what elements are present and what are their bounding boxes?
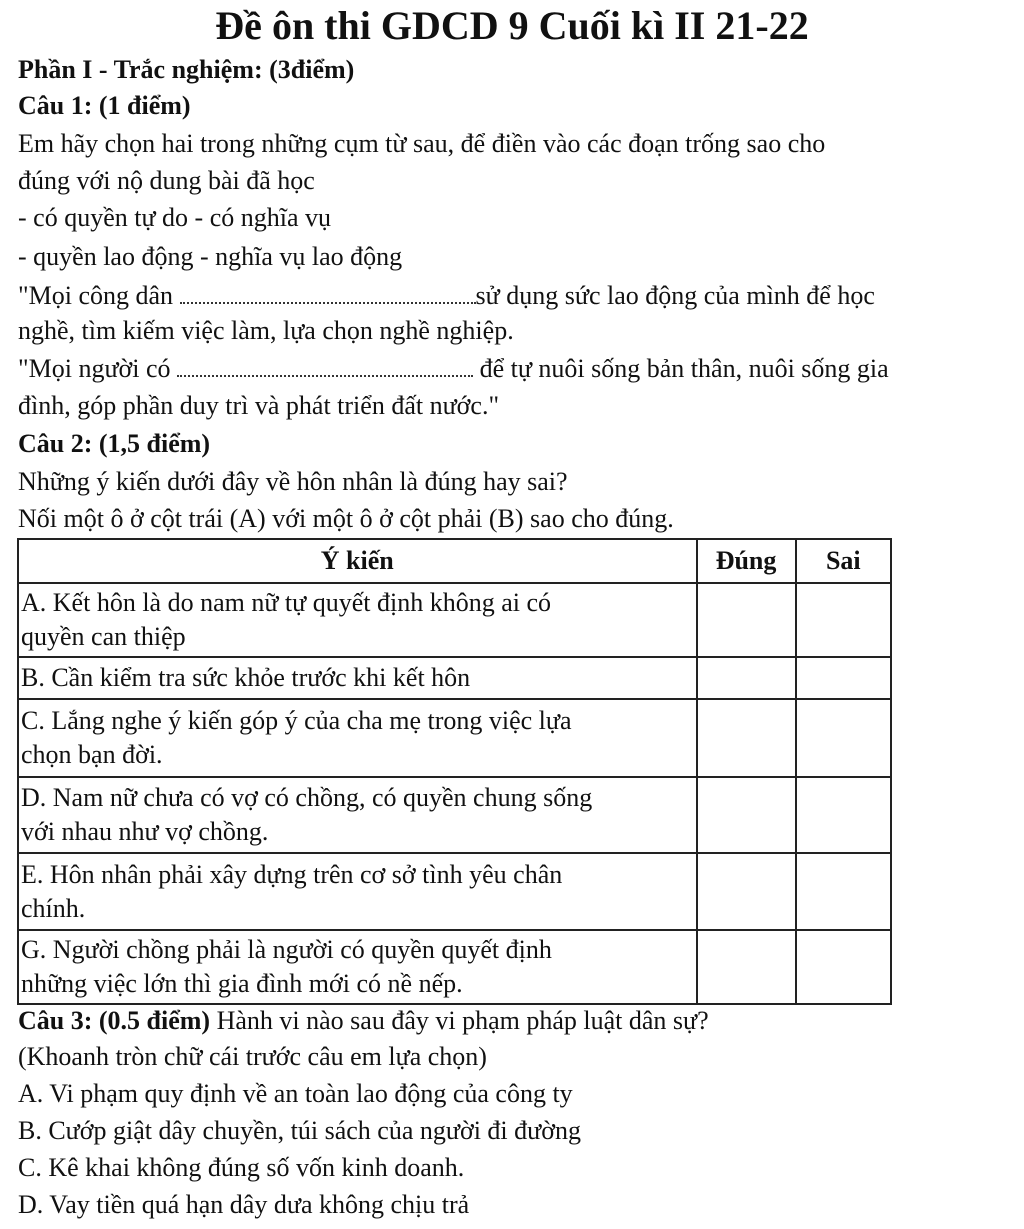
opinion-cell-b [18, 657, 697, 699]
q2-instruction: Nối một ô ở cột trái (A) với một ô ở cột phải (B) sao cho đúng. [18, 504, 674, 533]
q3-heading: Câu 3: (0.5 điểm) [18, 1006, 211, 1035]
opinion-e-line2: chính. [21, 893, 86, 923]
q1-instruction-line1: Em hãy chọn hai trong những cụm từ sau, để điền vào các đoạn trống sao cho [18, 129, 826, 158]
header-true: Đúng [697, 539, 796, 583]
q1-options-line2: - quyền lao động - nghĩa vụ lao động [18, 242, 403, 271]
opinion-c-line2: chọn bạn đời. [21, 740, 163, 769]
opinion-e-line1: E. Hôn nhân phải xây dựng trên cơ sở tình yêu chân [21, 859, 563, 889]
true-cell-a[interactable] [697, 583, 796, 657]
opinion-g-line1: G. Người chồng phải là người có quyền quyết định [21, 935, 552, 964]
table-row [18, 657, 891, 699]
opinion-d-line2: với nhau như vợ chồng. [21, 817, 269, 846]
true-cell-g[interactable] [697, 930, 796, 1004]
opinion-d-line1: D. Nam nữ chưa có vợ có chồng, có quyền chung sống [21, 783, 593, 812]
q3-instruction: (Khoanh tròn chữ cái trước câu em lựa chọn) [18, 1042, 487, 1071]
q1-sentence1 [18, 279, 875, 313]
true-cell-c[interactable] [697, 699, 796, 777]
opinion-g-line2: những việc lớn thì gia đình mới có nề nếp. [21, 969, 463, 998]
q1-options-line1: - có quyền tự do - có nghĩa vụ [18, 203, 332, 232]
header-opinion: Ý kiến [18, 539, 697, 583]
table-row [18, 853, 891, 930]
q1-sentence2-end: để tự nuôi sống bản thân, nuôi sống gia [473, 354, 889, 383]
q1-sentence2-start: "Mọi người có [18, 354, 178, 383]
false-cell-d[interactable] [796, 777, 891, 853]
false-cell-a[interactable] [796, 583, 891, 657]
q3-option-d[interactable]: D. Vay tiền quá hạn dây dưa không chịu trả [18, 1190, 470, 1219]
header-false: Sai [796, 539, 891, 583]
table-row [18, 699, 891, 777]
q1-blank-1[interactable] [180, 282, 476, 304]
opinion-cell-e [18, 853, 697, 930]
q3-option-c[interactable]: C. Kê khai không đúng số vốn kinh doanh. [18, 1153, 465, 1182]
q2-heading: Câu 2: (1,5 điểm) [18, 429, 211, 458]
q3-option-b[interactable]: B. Cướp giật dây chuyền, túi sách của người đi đường [18, 1116, 581, 1145]
true-cell-e[interactable] [697, 853, 796, 930]
table-row [18, 583, 891, 657]
q2-question: Những ý kiến dưới đây về hôn nhân là đúng hay sai? [18, 467, 568, 496]
q1-blank-2[interactable] [177, 355, 473, 377]
opinion-b-line1: B. Cần kiểm tra sức khỏe trước khi kết hôn [21, 663, 471, 692]
exam-title: Đề ôn thi GDCD 9 Cuối kì II 21-22 [215, 3, 809, 48]
true-cell-d[interactable] [697, 777, 796, 853]
q1-heading: Câu 1: (1 điểm) [18, 91, 191, 120]
false-cell-e[interactable] [796, 853, 891, 930]
q1-sentence1-line2: nghề, tìm kiếm việc làm, lựa chọn nghề nghiệp. [18, 316, 514, 345]
q3-option-a[interactable]: A. Vi phạm quy định về an toàn lao động của công ty [18, 1079, 573, 1108]
q1-sentence1-start: "Mọi công dân [18, 281, 180, 310]
table-row [18, 777, 891, 853]
opinion-c-line1: C. Lắng nghe ý kiến góp ý của cha mẹ trong việc lựa [21, 706, 572, 735]
false-cell-c[interactable] [796, 699, 891, 777]
part1-heading: Phần I - Trắc nghiệm: (3điểm) [18, 55, 355, 84]
opinion-cell-d [18, 777, 697, 853]
true-cell-b[interactable] [697, 657, 796, 699]
q1-sentence2-line2: đình, góp phần duy trì và phát triển đất nước." [18, 391, 500, 420]
q3-question: Hành vi nào sau đây vi phạm pháp luật dân sự? [210, 1006, 709, 1035]
opinion-a-line1: A. Kết hôn là do nam nữ tự quyết định không ai có [21, 588, 552, 617]
false-cell-b[interactable] [796, 657, 891, 699]
table-header-row [18, 539, 891, 583]
opinion-table [17, 538, 892, 1005]
opinion-cell-c [18, 699, 697, 777]
q1-sentence2 [18, 352, 889, 386]
q3-line [18, 1004, 709, 1038]
opinion-a-line2: quyền can thiệp [21, 622, 186, 651]
false-cell-g[interactable] [796, 930, 891, 1004]
q1-sentence1-end: sử dụng sức lao động của mình để học [475, 281, 875, 310]
table-row [18, 930, 891, 1004]
opinion-cell-a [18, 583, 697, 657]
opinion-cell-g [18, 930, 697, 1004]
q1-instruction-line2: đúng với nộ dung bài đã học [18, 166, 315, 195]
